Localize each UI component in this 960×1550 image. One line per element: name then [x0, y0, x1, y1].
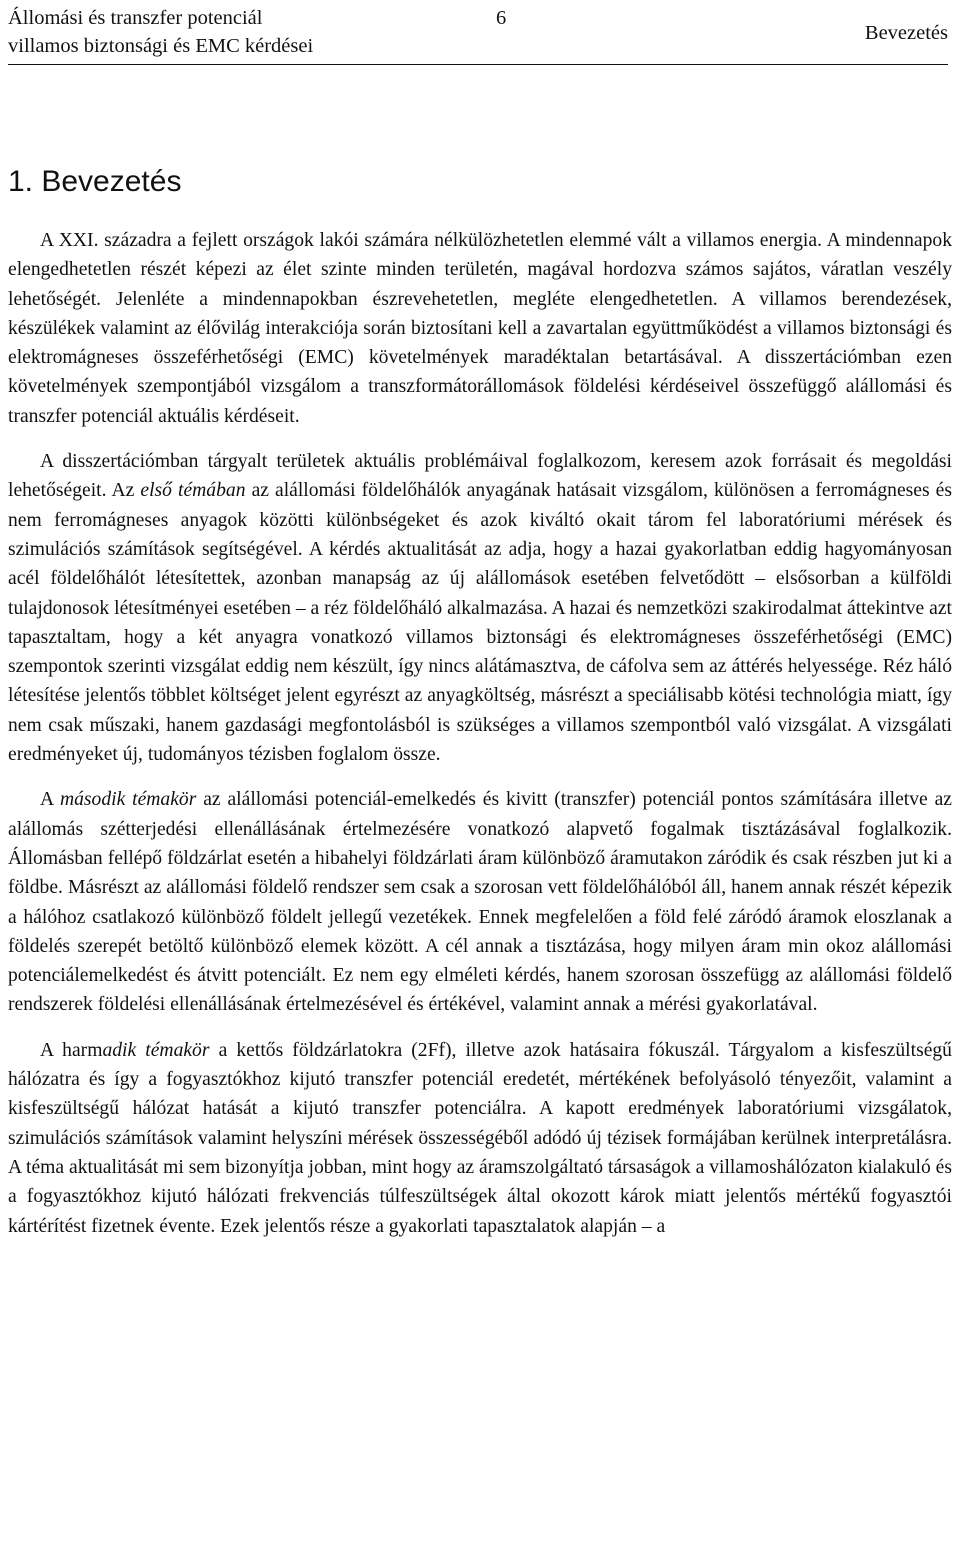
- paragraph-2-text-end: az alállomási földelőhálók anyagának hatásait vizsgálom, különösen a ferromágneses és nem ferromágneses anyagok közötti különbségeket és azok kiváltó okait tárom fel laboratóriumi mérések és szimulációs számítások segítségével. A kérdés aktualitását az adja, hogy a hazai gyakorlatban eddig hagyományosan acél földelőhálót létesítettek, azonban manapság az új alállomások esetében felvetődött – elsősorban a külföldi tulajdonosok létesítményei esetében – a réz földelőháló alkalmazása. A hazai és nemzetközi szakirodalmat áttekintve azt tapasztaltam, hogy a két anyagra vonatkozó villamos biztonsági és elektromágneses összeférhetőségi (EMC) szempontok szerinti vizsgálat eddig nem készült, így nincs alátámasztva, de cáfolva sem az áttérés helyessége. Réz háló létesítése jelentős többlet költséget jelent egyrészt az anyagköltség, másrészt a speciálisabb kötési technológia miatt, így nem csak műszaki, hanem gazdasági megfontolásból is szükséges a villamos szempontból való vizsgálat. A vizsgálati eredményeket új, tudományos tézisben foglalom össze.: [8, 480, 952, 766]
- header-divider: [8, 64, 948, 65]
- paragraph-2-text-start: A disszertációmban tárgyalt területek aktuális problémáival foglalkozom, keresem azok forrásait és megoldási lehetőségeit. Az: [8, 451, 952, 502]
- paragraph-3-text-end: az alállomási potenciál-emelkedés és kivitt (transzfer) potenciál pontos számítására illetve az alállomás szétterjedési ellenállásának értelmezésére vonatkozó alapvető fogalmak tisztázásával foglalkozik. Állomásban fellépő földzárlat esetén a hibahelyi földzárlati áram különböző áramutakon záródik és csak részben jut ki a földbe. Másrészt az alállomási földelő rendszer sem csak a szorosan vett földelőhálóból áll, hanem annak részét képezik a hálóhoz csatlakozó különböző földelt jellegű vezetékek. Ennek megfelelően a föld felé záródó áramok eloszlanak a földelés szerepét betöltő különböző elemek között. A cél annak a tisztázása, hogy milyen áram min okoz alállomási potenciálemelkedést és átvitt potenciált. Ez nem egy elméleti kérdés, hanem szorosan összefügg az alállomási földelő rendszerek földelési ellenállásának értelmezésével és értékével, valamint annak a mérési gyakorlatával.: [8, 789, 952, 1016]
- header-title-line-1: Állomási és transzfer potenciál: [8, 7, 263, 29]
- page-number: 6: [496, 7, 507, 29]
- running-header: [8, 4, 948, 66]
- paragraph-3-text-start: A: [40, 789, 60, 811]
- paragraph-3-emphasis: második témakör: [59, 789, 197, 811]
- paragraph-2: [8, 447, 952, 769]
- paragraph-3: [8, 785, 952, 1019]
- header-chapter-name: Bevezetés: [864, 22, 948, 44]
- paragraph-2-emphasis: első témában: [140, 480, 246, 502]
- header-document-title: [8, 4, 313, 60]
- header-title-line-2: villamos biztonsági és EMC kérdései: [8, 35, 314, 57]
- paragraph-4: [8, 1036, 952, 1241]
- paragraph-4-text-end: a kettős földzárlatokra (2Ff), illetve azok hatásaira fókuszál. Tárgyalom a kisfeszültségű hálózatra és így a fogyasztókhoz kijutó transzfer potenciál eredetét, mértékének befolyásoló tényezőit, valamint a kisfeszültségű hálózat hatását a kijutó transzfer potenciálra. A kapott eredmények laboratóriumi vizsgálatok, szimulációs számítások valamint helyszíni mérések összességéből adódó új tézisek formájában kerülnek interpretálásra. A téma aktualitását mi sem bizonyítja jobban, mint hogy az áramszolgáltató társaságok a villamoshálózaton kialakuló és a fogyasztókhoz kijutó hálózati frekvenciás túlfeszültségek által okozott károk miatt jelentős mértékű fogyasztói kártérítést fizetnek évente. Ezek jelentős része a gyakorlati tapasztalatok alapján – a: [8, 1039, 952, 1237]
- paragraph-1: A XXI. századra a fejlett országok lakói számára nélkülözhetetlen elemmé vált a villamos energia. A mindennapok elengedhetetlen részét képezi az élet szinte minden területén, magával hordozva számos sajátos, váratlan veszély lehetőségét. Jelenléte a mindennapokban észrevehetetlen, megléte elengedhetetlen. A villamos berendezések, készülékek valamint az élővilág interakciója során biztosítani kell a zavartalan együttműködést a villamos biztonsági és elektromágneses összeférhetőségi (EMC) követelmények maradéktalan betartásával. A disszertációmban ezen követelmények szempontjából vizsgálom a transzformátorállomások földelési kérdéseivel összefüggő alállomási és transzfer potenciál aktuális kérdéseit.: [8, 230, 952, 427]
- document-body: [8, 226, 952, 1241]
- paragraph-4-emphasis: adik témakör: [102, 1039, 210, 1061]
- section-heading: 1. Bevezetés: [8, 165, 182, 198]
- paragraph-4-text-start: A harm: [40, 1039, 103, 1061]
